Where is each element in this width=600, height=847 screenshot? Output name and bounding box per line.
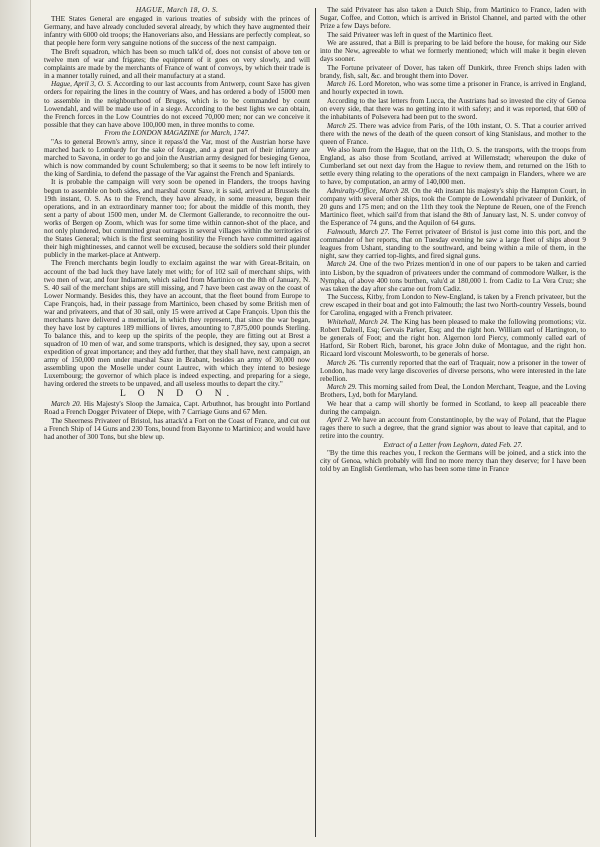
paragraph-text: "As to general Brown's army, since it repass'd the Var, most of the Austrian horse have marched back to Lombardy for the sake of forage, and a great part of their infantry are marched to Savona, in order to go and join the Austrian army designed for besieging Genoa, which is now commanded by count Schulemberg; so that it seems to be now left intirely to the king of Sardinia, to defend the passage of the Var against the French and Spaniards. <box>44 137 310 178</box>
paragraph-lead: Admiralty-Office, March 28. <box>327 187 410 196</box>
article-paragraph <box>320 228 586 260</box>
paragraph-text: The Fortune privateer of Dover, has taken off Dunkirk, three French ships laden with brandy, fish, salt, &c. and brought them into Dover. <box>320 63 586 80</box>
paragraph-text: The Success, Kitby, from London to New-England, is taken by a French privateer, but the crew escaped in their boat and got into Falmouth; the last two North-country Vessels, bound for Carolina, engaged with a French privateer. <box>320 293 586 318</box>
paragraph-text: We also learn from the Hague, that on the 11th, O. S. the transports, with the troops from England, as also those from Scotland, arrived at Willemstadt; whereupon the duke of Cumberland set out next day from the Hague to review them, and returned on the 16th to settle every thing relating to the operations of the next campaign in Flanders, where we are to have, by computation, an army of 140,000 men. <box>320 146 586 187</box>
paragraph-lead: Whitehall, March 24. <box>327 317 389 326</box>
article-paragraph <box>320 187 586 227</box>
paragraph-text: The said Privateer has also taken a Dutch Ship, from Martinico to France, laden with Sugar, Coffee, and Cotton, which is arrived in Bristol Channel, and parted with the other Prize a few Days before. <box>320 6 586 31</box>
article-paragraph <box>320 260 586 292</box>
extract-text: "By the time this reaches you, I reckon the Germans will be joined, and a stick into the city of Genoa, which probably will find no more mercy than they deserve; for I have been told by an English Gentleman, who has been some time in France <box>320 449 586 474</box>
article-paragraph <box>320 39 586 63</box>
paragraph-text: According to our last accounts from Antwerp, count Saxe has given orders for repairing the lines in the country of Waes, and has ordered a body of 15000 men to assemble in the neighbourhood of Bruges, which is to be commanded by count Lowendahl, and will be made use of in a siege. According to the best lights we can obtain, the French forces in the Low Countries do not exceed 70,000 men; nor can we conceive it possible that they can have above 100,000 men, in three months to come. <box>44 80 310 129</box>
article-paragraph <box>320 318 586 358</box>
article-paragraph <box>320 383 586 399</box>
article-paragraph <box>44 15 310 47</box>
paragraph-text: His Majesty's Sloop the Jamaica, Capt. Arbuthnot, has brought into Portland Road a French Dogger Privateer of Diepe, with 7 Carriage Guns and 67 Men. <box>44 400 310 417</box>
paragraph-text: The Sheerness Privateer of Bristol, has attack'd a Fort on the Coast of France, and cut out a French Ship of 14 Guns and 230 Tons, bound from Bayonne to Martinico; and would have had another of 300 Tons, but she blew up. <box>44 416 310 441</box>
paragraph-text: From the LONDON MAGAZINE for March, 1747. <box>104 129 250 138</box>
article-paragraph <box>320 6 586 30</box>
article-paragraph <box>44 48 310 80</box>
paragraph-text: It is probable the campaign will very soon be opened in Flanders, the troops having begun to assemble on both sides, and marshal count Saxe, it is said, arrived at Brussels the 19th instant, O. S. As to the French, they have already, in some measure, begun their operations, and in an extraordinary manner too; for about the middle of this month, they sent a party of about 1500 men, under M. de Clermont Gallerande, to reconnoitre the out-works of Bergen op Zoom, which was for some time within cannon-shot of the place, and not only plundered, but committed great outrages in several villages within the territories of the States General; which is the first seeming hostility the French have committed against their high mightinesses, and cannot well be excused, because the soldiers sold their plunder publicly in the market-place at Antwerp. <box>44 178 310 259</box>
article-paragraph <box>320 416 586 440</box>
london-paragraphs <box>44 400 310 441</box>
article-paragraph <box>44 400 310 416</box>
paragraph-lead: March 26. <box>327 358 357 367</box>
extract-heading: Extract of a Letter from Leghorn, dated Feb. 27. <box>383 440 523 449</box>
article-paragraph <box>320 64 586 80</box>
paragraph-text: We have an account from Constantinople, by the way of Poland, that the Plague rages there to such a degree, that the grand signior was about to leave that capital, and to retire into the country. <box>320 416 586 441</box>
paragraph-text: Lord Moreton, who was some time a prisoner in France, is arrived in England, and hourly expected in town. <box>320 80 586 97</box>
article-paragraph <box>320 122 586 146</box>
paragraph-text: The French merchants begin loudly to exclaim against the war with Great-Britain, on account of the bad luck they have lately met with; for of 102 sail of merchant ships, with two men of war, and four Indiamen, which sailed from Martinico on the 8th of January, N. S. 40 sail of the merchant ships are still missing, and 7 have been cast away on the coast of Lower Normandy. Besides this, they have an account, that the fleet bound from Europe to Cape François, had, in their passage from Martinico, been chased by some British men of war and privateers, and that of 30 sail, only 15 were arrived at Cape François. Upon this the merchants have delivered a memorial, in which they represent, that since the war began, they have lost by captures 189 millions of livres, amounting to 7,875,000 pounds Sterling. To balance this, and to keep up the spirits of the people, they are fitting out at Brest a squadron of 10 men of war, and some transports, which is designed, they say, upon a secret expedition of great importance; and they add further, that they shall have, next campaign, an army of 150,000 men under marshal Saxe in Brabant, besides an army of 30,000 now assembling upon the Moselle under count Lautrec, with which they intend to besiege Luxembourg; the governor of which place is indeed expecting, and preparing for a siege, having ordered the streets to be unpaved, and all useless mouths to depart the city." <box>44 259 310 389</box>
paragraph-text: The Breft squadron, which has been so much talk'd of, does not consist of above ten or twelve men of war and frigates; the equipment of it goes on very slowly, and will complaints are made by the merchants of France of want of convoys, by which their trade is in a manner totally ruined, and all their manufactury at a stand. <box>44 47 310 80</box>
article-paragraph <box>320 146 586 186</box>
paragraph-text: There was advice from Paris, of the 10th instant, O. S. That a courier arrived there with the news of the death of the queen consort of king Stanislaus, and mother to the queen of France. <box>320 121 586 146</box>
right-column <box>320 6 586 839</box>
article-paragraph <box>44 259 310 388</box>
article-paragraph <box>44 417 310 441</box>
article-paragraph <box>320 80 586 96</box>
text-columns <box>44 6 586 839</box>
paragraph-lead: March 24. <box>327 260 358 269</box>
paragraph-lead: Hague, April 3, O. S. <box>51 80 113 89</box>
paragraph-text: 'Tis currently reported that the earl of Traquair, now a prisoner in the tower of London, has made very large discoveries of diverse persons, who were interested in the late rebellion. <box>320 358 586 383</box>
article-paragraph <box>44 80 310 128</box>
article-paragraph <box>44 178 310 258</box>
paragraph-text: The King has been pleased to make the following promotions; viz. Robert Dalzell, Esq; Gervais Parker, Esq; and the right hon. William earl of Hartington, to be generals of Foot; and the right hon. Algernon lord Piercy, commonly called earl of Hatford, Sir Robert Rich, baronet, his grace John duke of Montague, and the right hon. Ricaard lord viscount Molesworth, to be generals of horse. <box>320 317 586 358</box>
article-paragraph <box>44 138 310 178</box>
paragraph-text: One of the two Prizes mention'd in one of our papers to be taken and carried into Lisbon, by the squadron of privateers under the command of commodore Walker, is the Nympha, of above 400 tons burthen, valu'd at 180,000 l. from Cadiz to La Vera Cruz; she was taken the day after she came out from Cadiz. <box>320 260 586 293</box>
paragraph-text: On the 4th instant his majesty's ship the Hampton Court, in company with several other ships, took the Compte de Lowendahl privateer of Dunkirk, of 20 guns and 175 men; and on the 11th they took the Neptune de Reuen, one of the French Martinico fleet, which sail'd from that island the 8th of January last, N. S. under convoy of the Esperance of 74 guns, and the Aquilon of 64 guns. <box>320 187 586 228</box>
paragraph-lead: March 29. <box>327 383 357 392</box>
page-binding-edge <box>0 0 31 847</box>
article-paragraph <box>320 97 586 121</box>
paragraph-text: THE States General are engaged in various treaties of subsidy with the princes of Germany, and have already concluded several already, by which they have augmented their infantry with 6000 old troops; the Hanoverians also, and Hessians are perfectly compleat, so that people here form very sanguine notions of the success of the next campaign. <box>44 15 310 48</box>
article-paragraph <box>320 293 586 317</box>
paragraph-lead: March 16. <box>327 80 357 89</box>
paragraph-text: We are assured, that a Bill is preparing to be laid before the house, for making our Side into the New, agreeable to what we formerly mentioned; which will make it begin eleven days sooner. <box>320 39 586 64</box>
right-paragraphs <box>320 6 586 440</box>
paragraph-text: The said Privateer was left in quest of the Martinico fleet. <box>327 30 493 39</box>
left-paragraphs <box>44 15 310 388</box>
hague-dateline: HAGUE, March 18, O. S. <box>135 6 219 14</box>
paragraph-lead: April 2. <box>327 416 350 425</box>
article-paragraph <box>44 129 310 137</box>
left-column <box>44 6 310 839</box>
paragraph-text: According to the last letters from Lucca, the Austrians had so invested the city of Genoa on every side, that there was no getting into it with safety; and it was reported, that 600 of the inhabitants of Polsevera had been put to the sword. <box>320 97 586 122</box>
paragraph-lead: March 20. <box>51 400 82 409</box>
paragraph-text: This morning sailed from Deal, the London Merchant, Teague, and the Loving Brothers, Lyd, both for Maryland. <box>320 383 586 400</box>
article-paragraph <box>320 400 586 416</box>
london-heading: L O N D O N. <box>119 389 234 400</box>
paragraph-text: We hear that a camp will shortly be formed in Scotland, to keep all peaceable there during the campaign. <box>320 399 586 416</box>
article-paragraph <box>320 31 586 39</box>
paragraph-text: The Ferret privateer of Bristol is just come into this port, and the commander of her reports, that on Tuesday evening he saw a large fleet of ships about 9 leagues from Ushant, standing to the southward, and being within a mile of them, in the night, saw they carried top-lights, and fired signal guns. <box>320 227 586 260</box>
paragraph-lead: Falmouth, March 27. <box>327 227 390 236</box>
article-paragraph <box>320 359 586 383</box>
column-divider <box>315 8 316 837</box>
paragraph-lead: March 25. <box>327 121 358 130</box>
